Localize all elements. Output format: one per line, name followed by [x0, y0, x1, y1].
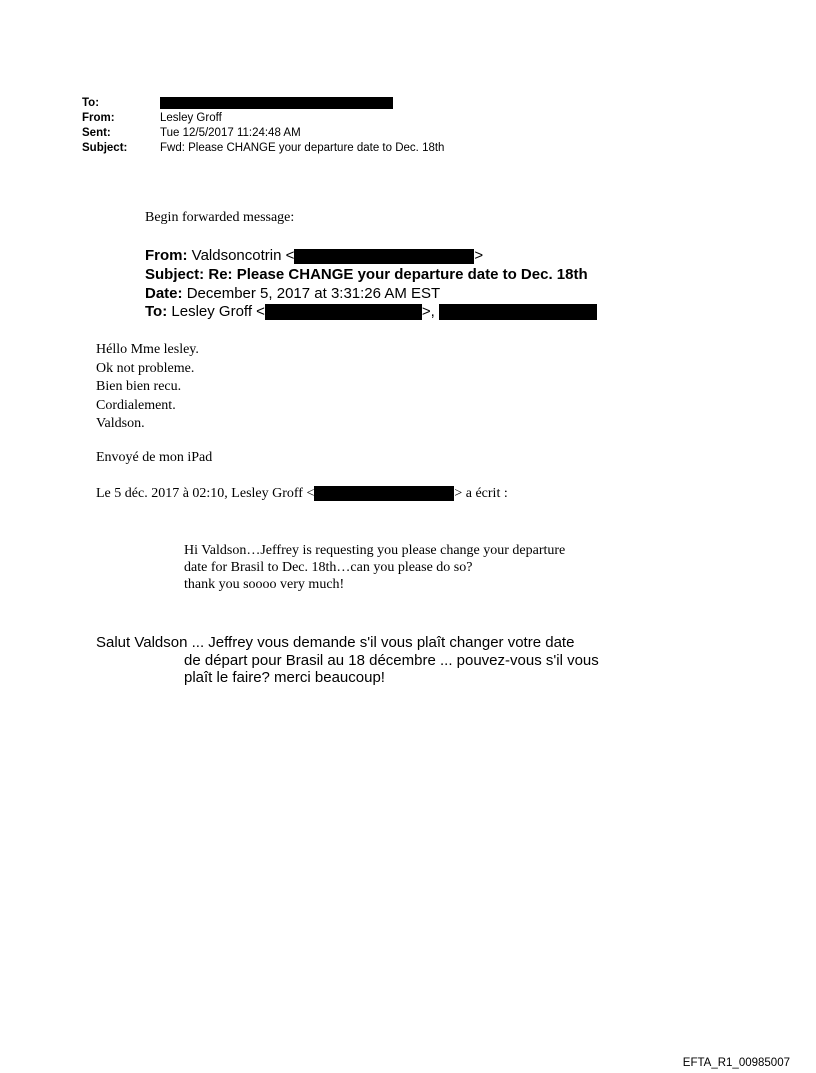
translation-line: Salut Valdson ... Jeffrey vous demande s'il vous plaît changer votre date	[96, 634, 575, 651]
translation-block	[96, 634, 599, 687]
quoted-line: date for Brasil to Dec. 18th…can you please do so?	[184, 560, 473, 575]
subject-value: Fwd: Please CHANGE your departure date to Dec. 18th	[160, 142, 445, 154]
forwarded-to-label: To:	[145, 303, 168, 320]
forwarded-from-line	[145, 247, 483, 264]
quoted-message	[184, 542, 565, 593]
redaction-bar	[160, 97, 393, 109]
forwarded-subject-value: Re: Please CHANGE your departure date to Dec. 18th	[208, 266, 588, 283]
forwarded-to-sep: >,	[421, 303, 435, 320]
quote-attribution-suffix: > a écrit :	[454, 486, 508, 501]
reply-line: Héllo Mme lesley.	[96, 342, 199, 357]
redaction-bar	[294, 249, 474, 264]
translation-line: de départ pour Brasil au 18 décembre ... pouvez-vous s'il vous	[184, 651, 599, 669]
forwarded-from-value: Valdsoncotrin <	[191, 247, 295, 264]
forwarded-to-value: Lesley Groff <	[171, 303, 265, 320]
quoted-line: Hi Valdson…Jeffrey is requesting you please change your departure	[184, 543, 566, 558]
subject-label: Subject:	[82, 142, 128, 154]
to-value-redacted	[160, 97, 393, 110]
forwarded-from-close: >	[474, 247, 484, 264]
from-value: Lesley Groff	[160, 112, 222, 124]
redaction-bar	[439, 304, 597, 320]
reply-line: Bien bien recu.	[96, 379, 182, 394]
forwarded-date-value: December 5, 2017 at 3:31:26 AM EST	[186, 285, 441, 302]
forwarded-from-label: From:	[145, 247, 188, 264]
forwarded-to-line	[145, 303, 597, 320]
redaction-bar	[265, 304, 422, 320]
forward-intro: Begin forwarded message:	[145, 210, 295, 225]
quote-attribution-prefix: Le 5 déc. 2017 à 02:10, Lesley Groff <	[96, 486, 315, 501]
forwarded-date-line	[145, 285, 440, 302]
quote-attribution	[96, 486, 508, 502]
to-label: To:	[82, 97, 100, 109]
reply-body	[96, 341, 199, 434]
email-header	[82, 97, 502, 157]
forwarded-subject-label: Subject:	[145, 266, 205, 283]
reply-line: Cordialement.	[96, 397, 176, 413]
forwarded-date-label: Date:	[145, 285, 183, 302]
sent-label: Sent:	[82, 127, 111, 139]
reply-line: Ok not probleme.	[96, 360, 195, 376]
forwarded-subject-line	[145, 266, 588, 283]
document-id-footer: EFTA_R1_00985007	[682, 1057, 790, 1069]
reply-line: Valdson.	[96, 416, 145, 431]
sent-value: Tue 12/5/2017 11:24:48 AM	[160, 127, 301, 139]
from-label: From:	[82, 112, 115, 124]
quoted-line: thank you soooo very much!	[184, 577, 345, 592]
redaction-bar	[314, 486, 454, 501]
sent-from-signature: Envoyé de mon iPad	[96, 450, 213, 465]
translation-line: plaît le faire? merci beaucoup!	[184, 669, 385, 686]
